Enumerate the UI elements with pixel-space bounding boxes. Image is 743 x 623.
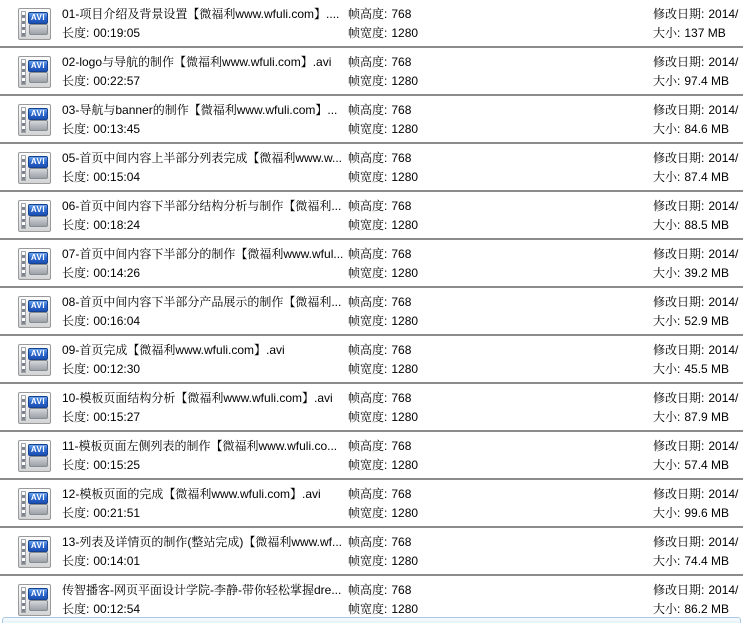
frame-info-column (348, 245, 598, 283)
film-strip-perforations (21, 59, 26, 85)
file-name: 10-模板页面结构分析【微福利www.wfuli.com】.avi (62, 391, 333, 405)
duration-label: 长度: (62, 170, 90, 184)
avi-format-badge: AVI (28, 60, 48, 72)
modified-date-value: 2014/ (708, 247, 739, 261)
frame-height-value: 768 (391, 55, 412, 69)
duration-label: 长度: (62, 26, 90, 40)
file-row[interactable] (0, 48, 743, 96)
frame-height-label: 帧高度: (348, 103, 388, 117)
modified-date-value: 2014/ (708, 7, 739, 21)
frame-height-label: 帧高度: (348, 439, 388, 453)
frame-width-label: 帧宽度: (348, 362, 388, 376)
duration-label: 长度: (62, 218, 90, 232)
modified-date-label: 修改日期: (653, 583, 705, 597)
frame-height-value: 768 (391, 343, 412, 357)
file-name: 02-logo与导航的制作【微福利www.wfuli.com】.avi (62, 55, 332, 69)
frame-height-value: 768 (391, 151, 412, 165)
duration-label: 长度: (62, 314, 90, 328)
frame-height-label: 帧高度: (348, 391, 388, 405)
size-label: 大小: (653, 266, 681, 280)
frame-height-value: 768 (391, 7, 412, 21)
next-item-hover-highlight[interactable] (2, 617, 741, 623)
file-name: 07-首页中间内容下半部分的制作【微福利www.wful... (62, 247, 344, 261)
duration-label: 长度: (62, 266, 90, 280)
date-size-column (653, 293, 743, 331)
avi-file-icon (18, 200, 51, 232)
name-column (62, 197, 348, 235)
modified-date-value: 2014/ (708, 151, 739, 165)
frame-info-column (348, 389, 598, 427)
frame-height-label: 帧高度: (348, 535, 388, 549)
modified-date-label: 修改日期: (653, 151, 705, 165)
film-frame-thumbnail (29, 456, 48, 467)
name-column (62, 149, 348, 187)
modified-date-value: 2014/ (708, 343, 739, 357)
frame-info-column (348, 581, 598, 619)
name-column (62, 533, 348, 571)
duration-value: 00:16:04 (93, 314, 141, 328)
name-column (62, 389, 348, 427)
duration-value: 00:12:54 (93, 602, 141, 616)
avi-format-badge: AVI (28, 492, 48, 504)
film-strip-perforations (21, 155, 26, 181)
size-value: 84.6 MB (684, 122, 730, 136)
film-frame-thumbnail (29, 360, 48, 371)
duration-value: 00:15:04 (93, 170, 141, 184)
size-label: 大小: (653, 26, 681, 40)
film-frame-thumbnail (29, 216, 48, 227)
duration-value: 00:14:01 (93, 554, 141, 568)
film-frame-thumbnail (29, 120, 48, 131)
file-name: 13-列表及详情页的制作(整站完成)【微福利www.wf... (62, 535, 343, 549)
avi-format-badge: AVI (28, 540, 48, 552)
frame-height-value: 768 (391, 535, 412, 549)
avi-format-badge: AVI (28, 444, 48, 456)
avi-file-icon (18, 536, 51, 568)
modified-date-label: 修改日期: (653, 391, 705, 405)
size-label: 大小: (653, 554, 681, 568)
duration-label: 长度: (62, 554, 90, 568)
film-strip-perforations (21, 539, 26, 565)
frame-width-label: 帧宽度: (348, 314, 388, 328)
frame-height-label: 帧高度: (348, 7, 388, 21)
modified-date-label: 修改日期: (653, 487, 705, 501)
frame-width-label: 帧宽度: (348, 506, 388, 520)
frame-height-label: 帧高度: (348, 487, 388, 501)
frame-width-label: 帧宽度: (348, 74, 388, 88)
frame-info-column (348, 437, 598, 475)
frame-height-label: 帧高度: (348, 151, 388, 165)
avi-format-badge: AVI (28, 396, 48, 408)
frame-width-value: 1280 (391, 410, 419, 424)
date-size-column (653, 197, 743, 235)
film-frame-thumbnail (29, 168, 48, 179)
avi-format-badge: AVI (28, 108, 48, 120)
file-name: 03-导航与banner的制作【微福利www.wfuli.com】... (62, 103, 338, 117)
film-frame-thumbnail (29, 408, 48, 419)
duration-value: 00:13:45 (93, 122, 141, 136)
film-frame-thumbnail (29, 600, 48, 611)
frame-width-value: 1280 (391, 602, 419, 616)
frame-width-value: 1280 (391, 266, 419, 280)
modified-date-label: 修改日期: (653, 55, 705, 69)
frame-height-value: 768 (391, 295, 412, 309)
duration-label: 长度: (62, 458, 90, 472)
duration-value: 00:15:25 (93, 458, 141, 472)
size-value: 99.6 MB (684, 506, 730, 520)
frame-width-value: 1280 (391, 74, 419, 88)
avi-format-badge: AVI (28, 300, 48, 312)
film-strip-perforations (21, 251, 26, 277)
frame-height-label: 帧高度: (348, 343, 388, 357)
date-size-column (653, 53, 743, 91)
frame-height-label: 帧高度: (348, 583, 388, 597)
film-frame-thumbnail (29, 504, 48, 515)
modified-date-label: 修改日期: (653, 439, 705, 453)
film-strip-perforations (21, 347, 26, 373)
frame-height-value: 768 (391, 103, 412, 117)
date-size-column (653, 5, 743, 43)
name-column (62, 581, 348, 619)
size-label: 大小: (653, 506, 681, 520)
file-row[interactable] (0, 432, 743, 480)
frame-width-label: 帧宽度: (348, 26, 388, 40)
modified-date-label: 修改日期: (653, 247, 705, 261)
modified-date-value: 2014/ (708, 391, 739, 405)
frame-height-label: 帧高度: (348, 199, 388, 213)
film-strip-perforations (21, 491, 26, 517)
modified-date-value: 2014/ (708, 439, 739, 453)
modified-date-label: 修改日期: (653, 199, 705, 213)
frame-width-value: 1280 (391, 122, 419, 136)
size-label: 大小: (653, 314, 681, 328)
file-row[interactable] (0, 480, 743, 528)
avi-file-icon (18, 8, 51, 40)
name-column (62, 437, 348, 475)
avi-format-badge: AVI (28, 156, 48, 168)
file-row[interactable] (0, 240, 743, 288)
avi-file-icon (18, 248, 51, 280)
size-label: 大小: (653, 218, 681, 232)
size-label: 大小: (653, 410, 681, 424)
frame-height-label: 帧高度: (348, 247, 388, 261)
frame-width-value: 1280 (391, 26, 419, 40)
avi-format-badge: AVI (28, 348, 48, 360)
duration-value: 00:15:27 (93, 410, 141, 424)
film-frame-thumbnail (29, 24, 48, 35)
modified-date-value: 2014/ (708, 199, 739, 213)
frame-width-value: 1280 (391, 506, 419, 520)
date-size-column (653, 533, 743, 571)
avi-format-badge: AVI (28, 204, 48, 216)
avi-file-icon (18, 56, 51, 88)
modified-date-value: 2014/ (708, 487, 739, 501)
duration-value: 00:19:05 (93, 26, 141, 40)
file-name: 11-模板页面左侧列表的制作【微福利www.wfuli.co... (62, 439, 338, 453)
date-size-column (653, 149, 743, 187)
film-frame-thumbnail (29, 312, 48, 323)
frame-width-label: 帧宽度: (348, 410, 388, 424)
file-name: 传智播客-网页平面设计学院-李静-带你轻松掌握dre... (62, 583, 342, 597)
frame-height-value: 768 (391, 391, 412, 405)
modified-date-label: 修改日期: (653, 295, 705, 309)
size-value: 39.2 MB (684, 266, 730, 280)
file-row[interactable] (0, 288, 743, 336)
size-label: 大小: (653, 170, 681, 184)
frame-width-value: 1280 (391, 362, 419, 376)
frame-width-label: 帧宽度: (348, 266, 388, 280)
name-column (62, 53, 348, 91)
modified-date-value: 2014/ (708, 295, 739, 309)
file-row[interactable] (0, 576, 743, 623)
file-row[interactable] (0, 528, 743, 576)
size-label: 大小: (653, 74, 681, 88)
date-size-column (653, 437, 743, 475)
size-value: 87.9 MB (684, 410, 730, 424)
avi-format-badge: AVI (28, 12, 48, 24)
frame-height-value: 768 (391, 439, 412, 453)
frame-height-label: 帧高度: (348, 55, 388, 69)
size-value: 57.4 MB (684, 458, 730, 472)
avi-format-badge: AVI (28, 252, 48, 264)
name-column (62, 485, 348, 523)
frame-height-value: 768 (391, 247, 412, 261)
size-value: 88.5 MB (684, 218, 730, 232)
duration-label: 长度: (62, 602, 90, 616)
avi-file-icon (18, 440, 51, 472)
date-size-column (653, 389, 743, 427)
size-value: 74.4 MB (684, 554, 730, 568)
date-size-column (653, 341, 743, 379)
size-value: 137 MB (684, 26, 726, 40)
file-name: 06-首页中间内容下半部分结构分析与制作【微福利... (62, 199, 342, 213)
frame-width-label: 帧宽度: (348, 122, 388, 136)
file-row[interactable] (0, 384, 743, 432)
modified-date-label: 修改日期: (653, 535, 705, 549)
frame-info-column (348, 149, 598, 187)
avi-format-badge: AVI (28, 588, 48, 600)
date-size-column (653, 101, 743, 139)
frame-width-value: 1280 (391, 218, 419, 232)
film-strip-perforations (21, 11, 26, 37)
file-row[interactable] (0, 96, 743, 144)
frame-width-label: 帧宽度: (348, 458, 388, 472)
file-name: 05-首页中间内容上半部分列表完成【微福利www.w... (62, 151, 343, 165)
modified-date-label: 修改日期: (653, 343, 705, 357)
frame-width-value: 1280 (391, 314, 419, 328)
frame-info-column (348, 293, 598, 331)
frame-width-label: 帧宽度: (348, 218, 388, 232)
frame-height-value: 768 (391, 487, 412, 501)
modified-date-label: 修改日期: (653, 7, 705, 21)
file-row[interactable] (0, 336, 743, 384)
name-column (62, 5, 348, 43)
frame-info-column (348, 5, 598, 43)
modified-date-value: 2014/ (708, 535, 739, 549)
frame-info-column (348, 485, 598, 523)
file-row[interactable] (0, 192, 743, 240)
frame-height-value: 768 (391, 583, 412, 597)
size-value: 52.9 MB (684, 314, 730, 328)
size-label: 大小: (653, 122, 681, 136)
duration-value: 00:18:24 (93, 218, 141, 232)
film-strip-perforations (21, 107, 26, 133)
duration-label: 长度: (62, 410, 90, 424)
modified-date-value: 2014/ (708, 583, 739, 597)
size-value: 45.5 MB (684, 362, 730, 376)
file-row[interactable] (0, 0, 743, 48)
size-value: 87.4 MB (684, 170, 730, 184)
frame-width-value: 1280 (391, 554, 419, 568)
frame-info-column (348, 533, 598, 571)
avi-file-icon (18, 392, 51, 424)
file-row[interactable] (0, 144, 743, 192)
film-strip-perforations (21, 587, 26, 613)
name-column (62, 101, 348, 139)
avi-file-icon (18, 296, 51, 328)
frame-info-column (348, 341, 598, 379)
date-size-column (653, 581, 743, 619)
file-name: 01-项目介绍及背景设置【微福利www.wfuli.com】.... (62, 7, 340, 21)
frame-info-column (348, 197, 598, 235)
frame-width-label: 帧宽度: (348, 602, 388, 616)
film-frame-thumbnail (29, 552, 48, 563)
film-frame-thumbnail (29, 264, 48, 275)
file-name: 12-模板页面的完成【微福利www.wfuli.com】.avi (62, 487, 321, 501)
film-strip-perforations (21, 203, 26, 229)
film-frame-thumbnail (29, 72, 48, 83)
size-value: 97.4 MB (684, 74, 730, 88)
duration-label: 长度: (62, 362, 90, 376)
film-strip-perforations (21, 299, 26, 325)
frame-width-label: 帧宽度: (348, 554, 388, 568)
duration-value: 00:12:30 (93, 362, 141, 376)
duration-value: 00:14:26 (93, 266, 141, 280)
duration-label: 长度: (62, 74, 90, 88)
frame-width-value: 1280 (391, 458, 419, 472)
size-label: 大小: (653, 602, 681, 616)
avi-file-icon (18, 344, 51, 376)
film-strip-perforations (21, 443, 26, 469)
date-size-column (653, 245, 743, 283)
name-column (62, 341, 348, 379)
avi-file-icon (18, 584, 51, 616)
frame-info-column (348, 101, 598, 139)
file-name: 09-首页完成【微福利www.wfuli.com】.avi (62, 343, 285, 357)
duration-value: 00:21:51 (93, 506, 141, 520)
modified-date-value: 2014/ (708, 103, 739, 117)
date-size-column (653, 485, 743, 523)
modified-date-value: 2014/ (708, 55, 739, 69)
frame-info-column (348, 53, 598, 91)
frame-width-label: 帧宽度: (348, 170, 388, 184)
duration-label: 长度: (62, 506, 90, 520)
name-column (62, 293, 348, 331)
frame-width-value: 1280 (391, 170, 419, 184)
size-label: 大小: (653, 458, 681, 472)
size-label: 大小: (653, 362, 681, 376)
duration-label: 长度: (62, 122, 90, 136)
frame-height-label: 帧高度: (348, 295, 388, 309)
name-column (62, 245, 348, 283)
size-value: 86.2 MB (684, 602, 730, 616)
film-strip-perforations (21, 395, 26, 421)
avi-file-icon (18, 152, 51, 184)
avi-file-icon (18, 104, 51, 136)
modified-date-label: 修改日期: (653, 103, 705, 117)
avi-file-icon (18, 488, 51, 520)
file-name: 08-首页中间内容下半部分产品展示的制作【微福利... (62, 295, 342, 309)
frame-height-value: 768 (391, 199, 412, 213)
duration-value: 00:22:57 (93, 74, 141, 88)
